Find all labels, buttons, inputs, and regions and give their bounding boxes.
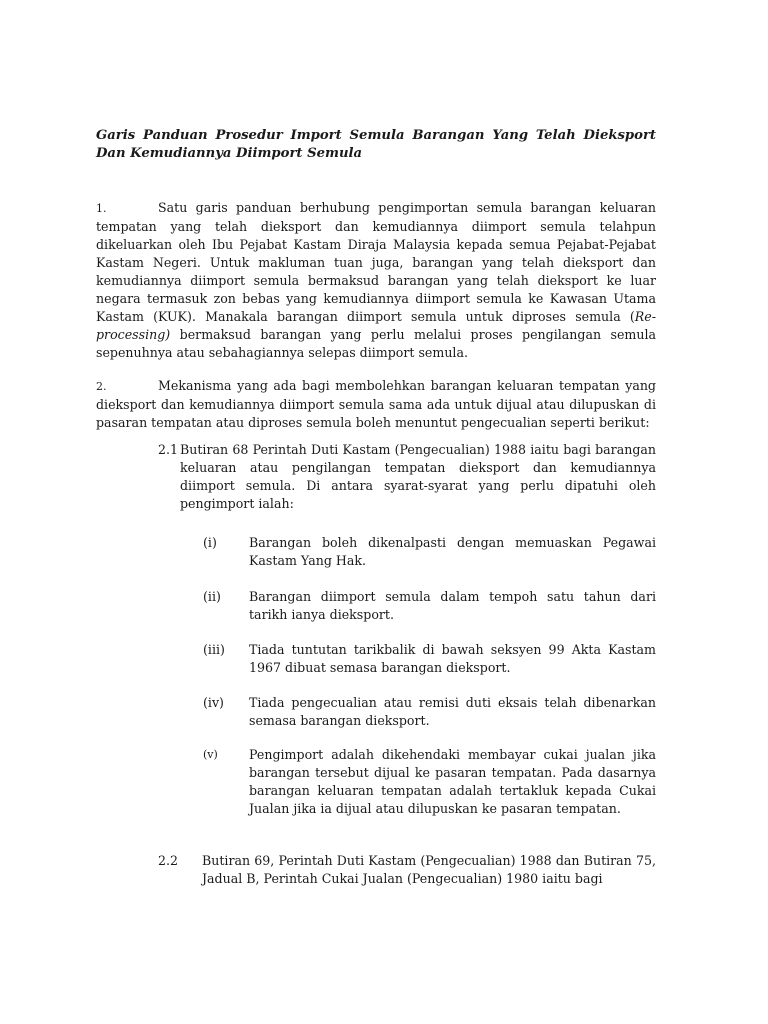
subsection-2-1-number: 2.1 <box>158 442 179 457</box>
condition-item-iv-number: (iv) <box>203 695 224 710</box>
condition-item-iii-number: (iii) <box>203 642 225 657</box>
subsection-2-2-text: Butiran 69, Perintah Duti Kastam (Pengecualian) 1988 dan Butiran 75, Jadual B, Perintah Cukai Jualan (Pengecualian) 1980 iaitu bagi <box>202 853 656 886</box>
paragraph-1 <box>96 199 656 362</box>
condition-item-v <box>203 746 656 818</box>
condition-item-v-number: (v) <box>203 748 218 761</box>
paragraph-2-number: 2. <box>96 380 107 393</box>
condition-item-ii-text: Barangan diimport semula dalam tempoh satu tahun dari tarikh ianya dieksport. <box>249 589 656 622</box>
paragraph-2 <box>96 377 656 432</box>
subsection-2-1 <box>158 441 656 513</box>
paragraph-1-text-a: Satu garis panduan berhubung pengimportan semula barangan keluaran tempatan yang telah dieksport dan kemudiannya diimport semula telahpun dikeluarkan oleh Ibu Pejabat Kastam Diraja Malaysia kepada semua Pejabat-Pejabat Kastam Negeri. Untuk makluman tuan juga, barangan yang telah dieksport dan kemudiannya diimport semula bermaksud barangan yang telah dieksport ke luar negara termasuk zon bebas yang kemudiannya diimport semula ke Kawasan Utama Kastam (KUK). Manakala barangan diimport semula untuk diproses semula ( <box>96 200 656 324</box>
document-title: Garis Panduan Prosedur Import Semula Barangan Yang Telah Dieksport Dan Kemudiannya Diimport Semula <box>96 128 656 161</box>
paragraph-2-text: Mekanisma yang ada bagi membolehkan barangan keluaran tempatan yang dieksport dan kemudiannya diimport semula sama ada untuk dijual atau dilupuskan di pasaran tempatan atau diproses semula boleh menuntut pengecualian seperti berikut: <box>96 378 656 430</box>
subsection-2-2 <box>158 852 656 888</box>
condition-item-iv <box>203 694 656 730</box>
paragraph-1-italic: Re-processing) <box>96 309 656 342</box>
condition-item-i-text: Barangan boleh dikenalpasti dengan memuaskan Pegawai Kastam Yang Hak. <box>249 535 656 568</box>
condition-item-iii-text: Tiada tuntutan tarikbalik di bawah seksyen 99 Akta Kastam 1967 dibuat semasa barangan dieksport. <box>249 642 656 675</box>
condition-item-ii <box>203 588 656 624</box>
condition-item-ii-number: (ii) <box>203 589 221 604</box>
subsection-2-2-number: 2.2 <box>158 853 179 868</box>
subsection-2-1-text: Butiran 68 Perintah Duti Kastam (Pengecualian) 1988 iaitu bagi barangan keluaran atau pengilangan tempatan dieksport dan kemudiannya diimport semula. Di antara syarat-syarat yang perlu dipatuhi oleh pengimport ialah: <box>180 442 656 511</box>
paragraph-1-number: 1. <box>96 202 107 215</box>
condition-item-v-text: Pengimport adalah dikehendaki membayar cukai jualan jika barangan tersebut dijual ke pasaran tempatan. Pada dasarnya barangan keluaran tempatan adalah tertakluk kepada Cukai Jualan jika ia dijual atau dilupuskan ke pasaran tempatan. <box>249 747 656 816</box>
condition-item-i-number: (i) <box>203 535 217 550</box>
paragraph-1-text-b: bermaksud barangan yang perlu melalui proses pengilangan semula sepenuhnya atau sebahagiannya selepas diimport semula. <box>96 327 656 360</box>
condition-item-i <box>203 534 656 570</box>
condition-item-iv-text: Tiada pengecualian atau remisi duti eksais telah dibenarkan semasa barangan dieksport. <box>249 695 656 728</box>
condition-item-iii <box>203 641 656 677</box>
